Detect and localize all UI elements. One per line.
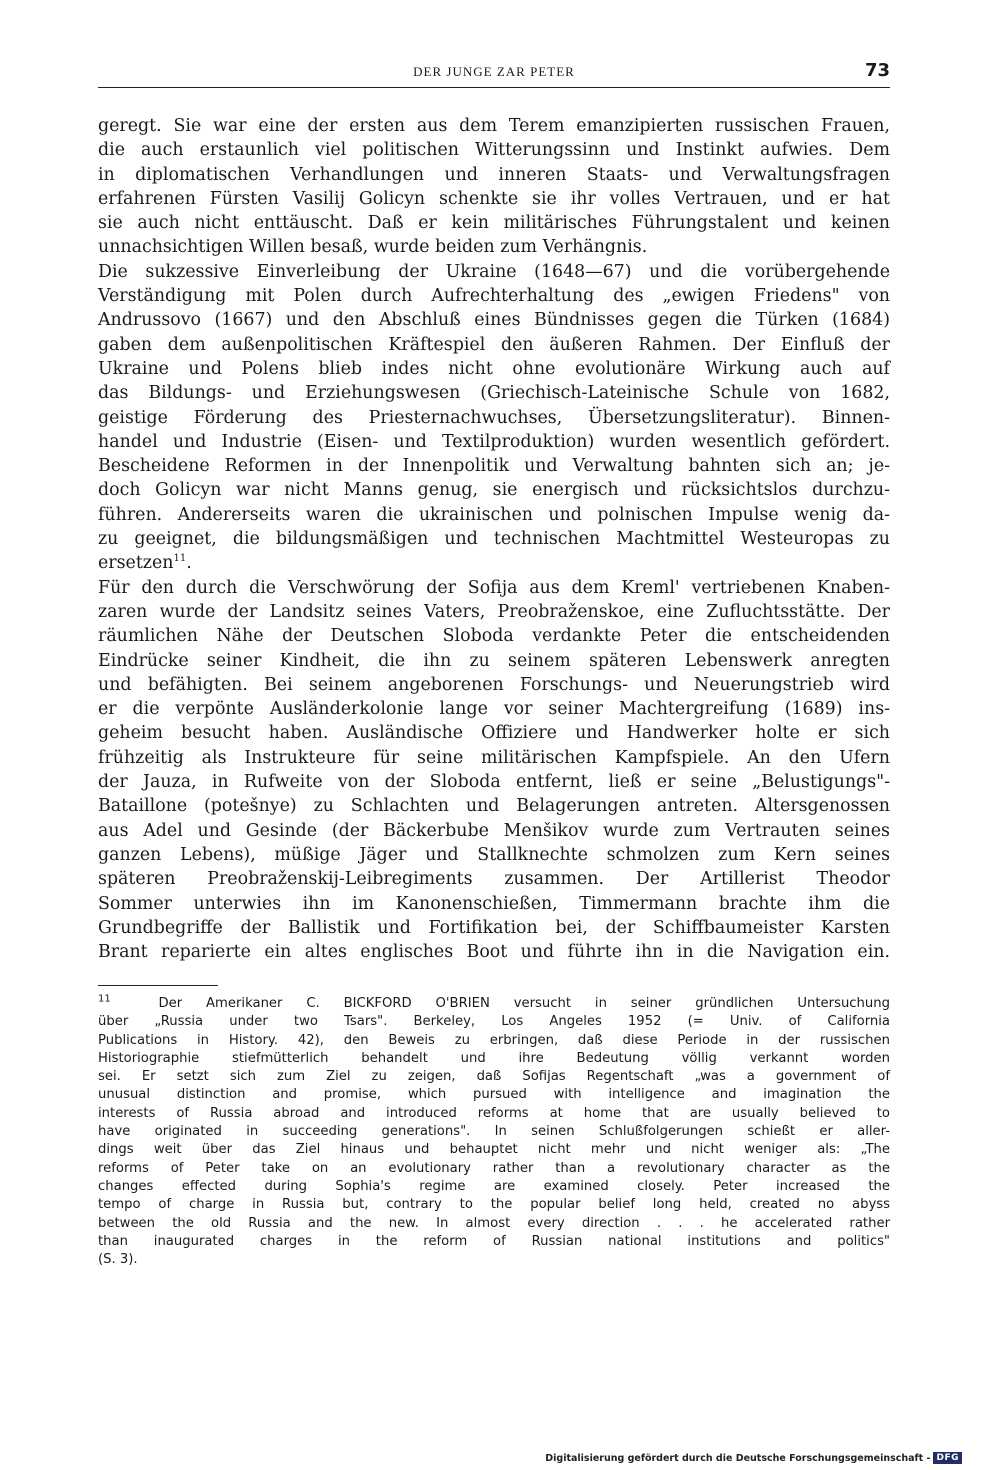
page-number: 73: [864, 60, 890, 81]
footnote-line: [98, 995, 890, 1013]
footnote-marker: 11: [98, 993, 111, 1005]
text-line: er die verpönte Ausländerkolonie lange vor seiner Machtergreifung (1689) ins-: [98, 699, 890, 720]
dfg-logo: DFG: [933, 1452, 962, 1464]
text-line: der Jauza, in Rufweite von der Sloboda entfernt, ließ er seine „Belustigungs"-: [98, 772, 890, 793]
text-line: die auch erstaunlich viel politischen Witterungssinn und Instinkt aufwies. Dem: [98, 140, 890, 161]
text-line: gaben dem außenpolitischen Kräftespiel den äußeren Rahmen. Der Einfluß der: [98, 334, 890, 355]
text-line: Bescheidene Reformen in der Innenpolitik und Verwaltung bahnten sich an; je-: [98, 456, 890, 477]
text-line: zu geeignet, die bildungsmäßigen und technischen Machtmittel Westeuropas zu: [98, 529, 890, 550]
text-line: doch Golicyn war nicht Manns genug, sie energisch und rücksichtslos durchzu-: [98, 480, 890, 501]
text-line: Ukraine und Polens blieb indes nicht ohne evolutionäre Wirkung auch auf: [98, 358, 890, 379]
paragraph-3: [98, 576, 890, 965]
running-head: [98, 60, 890, 86]
text-line: frühzeitig als Instrukteure für seine militärischen Kampfspiele. An den Ufern: [98, 747, 890, 768]
text-line: Grundbegriffe der Ballistik und Fortifikation bei, der Schiffbaumeister Karsten: [98, 917, 890, 938]
footnote-line: unusual distinction and promise, which pursued with intelligence and imagination the: [98, 1087, 890, 1103]
text-line: in diplomatischen Verhandlungen und inneren Staats- und Verwaltungsfragen: [98, 164, 890, 185]
text-line: führen. Andererseits waren die ukrainischen und polnischen Impulse wenig da-: [98, 504, 890, 525]
footnote-rule: [98, 985, 218, 986]
text-line: Die sukzessive Einverleibung der Ukraine (1648—67) und die vorübergehende: [98, 261, 890, 282]
text-line: Bataillone (potešnye) zu Schlachten und Belagerungen antreten. Altersgenossen: [98, 796, 890, 817]
text-line: geistige Förderung des Priesternachwuchses, Übersetzungsliteratur). Binnen-: [98, 407, 890, 428]
text-line: Eindrücke seiner Kindheit, die ihn zu seinem späteren Lebenswerk anregten: [98, 650, 890, 671]
digitization-credit: [545, 1450, 962, 1466]
footnote-line: (S. 3).: [98, 1252, 138, 1268]
text-line: das Bildungs- und Erziehungswesen (Griechisch-Lateinische Schule von 1682,: [98, 383, 890, 404]
text-line: aus Adel und Gesinde (der Bäckerbube Menšikov wurde zum Vertrauten seines: [98, 820, 890, 841]
text-line: erfahrenen Fürsten Vasilij Golicyn schenkte sie ihr volles Vertrauen, und er hat: [98, 188, 890, 209]
text-line: geheim besucht haben. Ausländische Offiziere und Handwerker holte er sich: [98, 723, 890, 744]
footnote-line: tempo of charge in Russia but, contrary to the popular belief long held, created no abyss: [98, 1197, 890, 1213]
footnote-line: dings weit über das Ziel hinaus und behauptet nicht mehr und nicht weniger als: „The: [98, 1142, 890, 1158]
footnote-line: sei. Er setzt sich zum Ziel zu zeigen, daß Sofijas Regentschaft „was a government of: [98, 1069, 890, 1085]
paragraph-1: [98, 114, 890, 260]
text-line: handel und Industrie (Eisen- und Textilproduktion) wurden wesentlich gefördert.: [98, 431, 890, 452]
text-line: Für den durch die Verschwörung der Sofija aus dem Kreml' vertriebenen Knaben-: [98, 577, 890, 598]
header-rule: [98, 87, 890, 88]
paragraph-2: [98, 260, 890, 576]
text-line: ganzen Lebens), müßige Jäger und Stallknechte schmolzen zum Kern seines: [98, 844, 890, 865]
footnote-line: Publications in History. 42), den Beweis zu erbringen, daß diese Periode in der russischen: [98, 1032, 890, 1048]
footnote-line: Historiographie stiefmütterlich behandelt und ihre Bedeutung völlig verkannt worden: [98, 1050, 890, 1066]
footnote-ref[interactable]: 11: [173, 553, 187, 565]
credit-text: Digitalisierung gefördert durch die Deutsche Forschungsgemeinschaft -: [545, 1452, 931, 1464]
footnote-line: than inaugurated charges in the reform of Russian national institutions and politics": [98, 1233, 890, 1249]
footnote-line-content: Der Amerikaner C. BICKFORD O'BRIEN versucht in seiner gründlichen Untersuchung: [158, 996, 890, 1011]
text-line-content: ersetzen: [98, 553, 174, 574]
text-line: Brant reparierte ein altes englisches Boot und führte ihn in die Navigation ein.: [98, 942, 890, 963]
text-line: Andrussovo (1667) und den Abschluß eines Bündnisses gegen die Türken (1684): [98, 310, 890, 331]
text-line: zaren wurde der Landsitz seines Vaters, Preobraženskoe, eine Zufluchtsstätte. Der: [98, 601, 890, 622]
running-title: DER JUNGE ZAR PETER: [413, 64, 575, 79]
footnote-line: reforms of Peter take on an evolutionary rather than a revolutionary character as the: [98, 1160, 890, 1176]
text-line: [98, 551, 890, 575]
text-line: und befähigten. Bei seinem angeborenen Forschungs- und Neuerungstrieb wird: [98, 674, 890, 695]
text-line: Verständigung mit Polen durch Aufrechterhaltung des „ewigen Friedens" von: [98, 286, 890, 307]
body-text: [98, 114, 890, 964]
text-line: sie auch nicht enttäuscht. Daß er kein militärisches Führungstalent und keinen: [98, 213, 890, 234]
footnote: [98, 995, 890, 1269]
footnote-line: über „Russia under two Tsars". Berkeley, Los Angeles 1952 (= Univ. of California: [98, 1014, 890, 1030]
text-line: Sommer unterwies ihn im Kanonenschießen, Timmermann brachte ihm die: [98, 893, 890, 914]
text-line: späteren Preobraženskij-Leibregiments zusammen. Der Artillerist Theodor: [98, 869, 890, 890]
footnote-line: interests of Russia abroad and introduced reforms at home that are usually believed to: [98, 1105, 890, 1121]
footnote-line: changes effected during Sophia's regime are examined closely. Peter increased the: [98, 1178, 890, 1194]
text-line: räumlichen Nähe der Deutschen Sloboda verdankte Peter die entscheidenden: [98, 626, 890, 647]
text-line: geregt. Sie war eine der ersten aus dem Terem emanzipierten russischen Frauen,: [98, 116, 890, 136]
footnote-line: have originated in succeeding generations". In seinen Schlußfolgerungen schießt er aller-: [98, 1124, 890, 1140]
text-line-end: .: [186, 553, 192, 574]
footnote-line: between the old Russia and the new. In almost every direction . . . he accelerated rather: [98, 1215, 890, 1231]
text-line: unnachsichtigen Willen besaß, wurde beiden zum Verhängnis.: [98, 237, 648, 258]
